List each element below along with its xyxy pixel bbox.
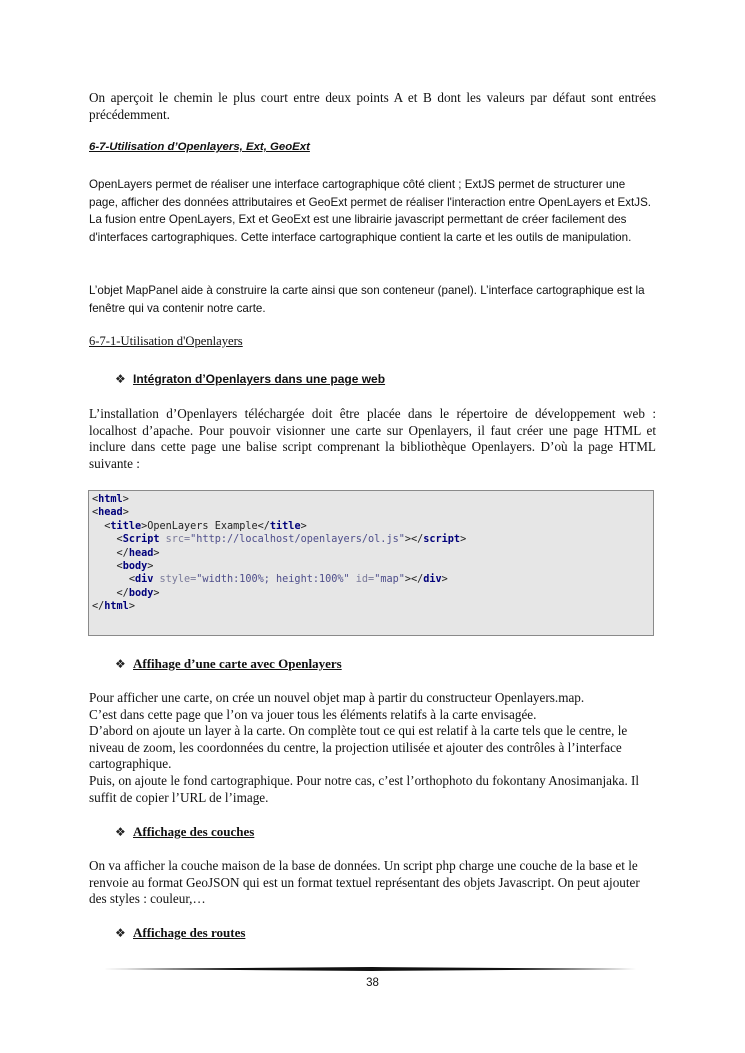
code-line: <html> [92, 494, 129, 505]
page-number: 38 [366, 977, 379, 989]
paragraph-installation: L’installation d’Openlayers téléchargée doit être placée dans le répertoire de développement web : localhost d’apache. Pour pouvoir visionner une carte sur Openlayers, il faut créer une page HTML et inclure dans cette page une balise script comprenant la bibliothèque Openlayers. D’où la page HTML suivante : [89, 406, 656, 471]
code-line: </html> [92, 601, 135, 613]
code-line: <head> [92, 507, 129, 519]
paragraph-mappanel: L’objet MapPanel aide à construire la carte ainsi que son conteneur (panel). L’interface cartographique est la fenêtre qui va contenir notre carte. [89, 284, 645, 315]
code-line: <title>OpenLayers Example</title> [104, 520, 307, 532]
text-line: C’est dans cette page que l’on va jouer tous les éléments relatifs à la carte envisagée. [89, 706, 537, 722]
text-line: Pour afficher une carte, on crée un nouvel objet map à partir du constructeur Openlayers.map. [89, 690, 585, 705]
diamond-bullet-icon: ❖ [115, 372, 126, 386]
section-heading: 6-7-Utilisation d’Openlayers, Ext, GeoExt [89, 141, 310, 153]
diamond-bullet-icon: ❖ [115, 926, 126, 940]
text-line: Puis, on ajoute le fond cartographique. Pour notre cas, c’est l’orthophoto du fokontany Anosimanjaka. Il suffit de copier l’URL de l’image. [89, 772, 640, 805]
bullet-integration-label: Intégraton d’Openlayers dans une page web [133, 372, 386, 386]
diamond-bullet-icon: ❖ [115, 825, 126, 839]
bullet-integration [115, 372, 385, 386]
code-line: </body> [116, 587, 160, 599]
bullet-display-map-label: Affihage d’une carte avec Openlayers [133, 656, 342, 671]
bullet-layers-label: Affichage des couches [133, 824, 255, 839]
bullet-roads [115, 925, 245, 941]
paragraph-layers: On va afficher la couche maison de la base de données. Un script php charge une couche de la base et le renvoie au format GeoJSON qui est un format textuel représentant des objets Javascript. On peut ajouter des styles : couleur,… [89, 858, 640, 907]
bullet-layers [115, 824, 254, 840]
code-line: <div style="width:100%; height:100%" id="map"></div> [128, 574, 448, 586]
html-code-block [88, 490, 654, 636]
code-line: <Script src="http://localhost/openlayers/ol.js"></script> [116, 534, 467, 546]
paragraph-display-map [89, 690, 656, 806]
intro-paragraph: On aperçoit le chemin le plus court entre deux points A et B dont les valeurs par défaut sont entrées précédemment. [89, 90, 656, 122]
code-line: <body> [116, 561, 154, 573]
footer-divider [103, 967, 641, 971]
diamond-bullet-icon: ❖ [115, 657, 126, 671]
text-line: D’abord on ajoute un layer à la carte. On complète tout ce qui est relatif à la carte tels que le centre, le niveau de zoom, les coordonnées du centre, la projection utilisée et ajouter des contrôles à l’interface cartographique. [89, 723, 628, 772]
paragraph-openlayers-intro: OpenLayers permet de réaliser une interface cartographique côté client ; ExtJS permet de structurer une page, afficher des données attributaires et GeoExt permet de réaliser l'interaction entre OpenLayers et ExtJS. La fusion entre OpenLayers, Ext et GeoExt est une librairie javascript permettant de créer facilement des d'interfaces cartographiques. Cette interface cartographique contient la carte et les outils de manipulation. [89, 178, 652, 244]
bullet-display-map [115, 656, 342, 672]
bullet-roads-label: Affichage des routes [133, 925, 246, 940]
code-line: </head> [116, 547, 160, 559]
subsection-heading: 6-7-1-Utilisation d'Openlayers [89, 334, 243, 348]
